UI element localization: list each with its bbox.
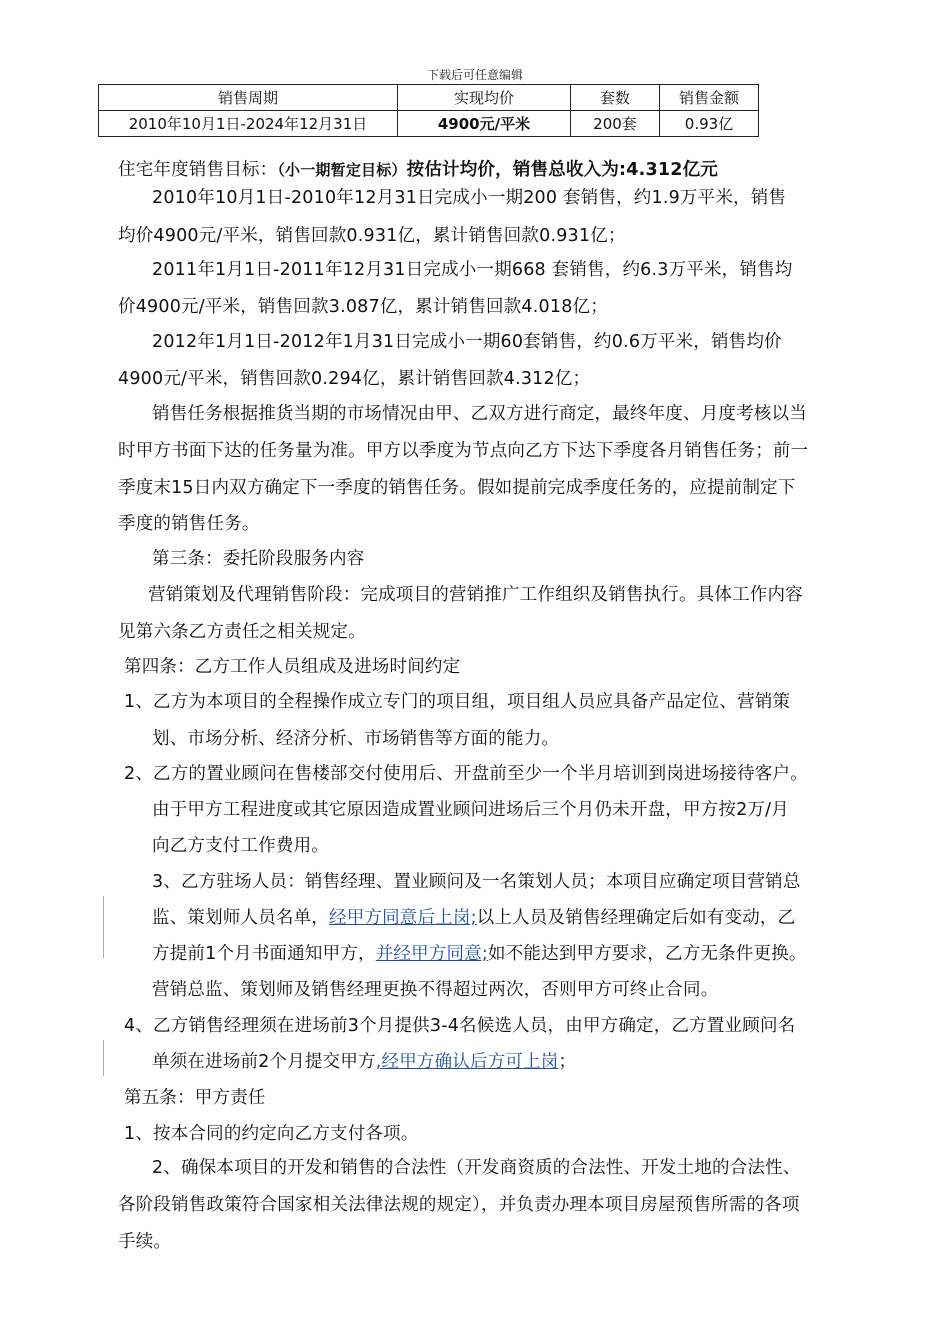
header-note: 下载后可任意编辑 bbox=[426, 68, 523, 82]
list-item-continued bbox=[152, 942, 807, 966]
text-segment: 方提前1个月书面通知甲方， bbox=[152, 944, 376, 964]
header-cell-amount: 销售金额 bbox=[660, 85, 759, 111]
header-cell-units: 套数 bbox=[571, 85, 660, 111]
list-item: 4、乙方销售经理须在进场前3个月提供3-4名候选人员，由甲方确定，乙方置业顾问名 bbox=[124, 1016, 796, 1036]
text-segment: 监、策划师人员名单， bbox=[152, 908, 329, 928]
paragraph-line: 见第六条乙方责任之相关规定。 bbox=[118, 622, 366, 642]
confirmation-link[interactable]: ,经甲方确认后方可上岗 bbox=[375, 1052, 559, 1072]
list-item-continued bbox=[152, 906, 795, 930]
paragraph-line: 季度的销售任务。 bbox=[118, 514, 260, 534]
list-item-continued bbox=[152, 1050, 576, 1074]
paragraph-line: 价4900元/平米，销售回款3.087亿，累计销售回款4.018亿； bbox=[118, 297, 608, 317]
article-5-title: 第五条：甲方责任 bbox=[124, 1088, 266, 1108]
text-segment: 如不能达到甲方要求，乙方无条件更换。 bbox=[488, 944, 807, 964]
text-segment: ； bbox=[558, 1052, 577, 1072]
cell-amount: 0.93亿 bbox=[660, 111, 759, 137]
paragraph-line: 2012年1月1日-2012年1月31日完成小一期60套销售，约0.6万平米，销售均价 bbox=[152, 332, 782, 352]
list-item-continued: 划、市场分析、经济分析、市场销售等方面的能力。 bbox=[152, 729, 560, 749]
list-item: 3、乙方驻场人员：销售经理、置业顾问及一名策划人员；本项目应确定项目营销总 bbox=[152, 872, 801, 892]
sales-target-note: （小一期暂定目标） bbox=[277, 161, 407, 179]
approval-link[interactable]: 经甲方同意后上岗; bbox=[329, 908, 477, 928]
paragraph-line: 均价4900元/平米，销售回款0.931亿，累计销售回款0.931亿； bbox=[118, 226, 626, 246]
article-4-title: 第四条：乙方工作人员组成及进场时间约定 bbox=[124, 657, 461, 677]
paragraph-line: 销售任务根据推货当期的市场情况由甲、乙双方进行商定，最终年度、月度考核以当 bbox=[152, 404, 807, 424]
table-header-row bbox=[99, 85, 759, 111]
paragraph-line: 营销策划及代理销售阶段：完成项目的营销推广工作组织及销售执行。具体工作内容 bbox=[148, 585, 803, 605]
paragraph-line: 2011年1月1日-2011年12月31日完成小一期668 套销售，约6.3万平米，销售均 bbox=[152, 260, 793, 280]
list-item: 2、乙方的置业顾问在售楼部交付使用后、开盘前至少一个半月培训到岗进场接待客户。 bbox=[124, 764, 808, 784]
revision-bar bbox=[103, 896, 104, 958]
header-cell-period: 销售周期 bbox=[99, 85, 398, 111]
text-segment: 单须在进场前2个月提交甲方 bbox=[152, 1052, 376, 1072]
table-row bbox=[99, 111, 759, 137]
sales-target-total: 按估计均价，销售总收入为:4.312亿元 bbox=[406, 160, 718, 180]
sales-target-prefix: 住宅年度销售目标： bbox=[118, 160, 278, 180]
list-item-continued: 向乙方支付工作费用。 bbox=[152, 836, 329, 856]
list-item: 2、确保本项目的开发和销售的合法性（开发商资质的合法性、开发土地的合法性、 bbox=[152, 1158, 801, 1178]
paragraph-line: 季度末15日内双方确定下一季度的销售任务。假如提前完成季度任务的，应提前制定下 bbox=[118, 478, 796, 498]
list-item: 1、按本合同的约定向乙方支付各项。 bbox=[124, 1124, 419, 1144]
list-item-continued: 营销总监、策划师及销售经理更换不得超过两次，否则甲方可终止合同。 bbox=[152, 980, 719, 1000]
sales-target-line bbox=[118, 158, 718, 182]
sales-table bbox=[98, 84, 759, 137]
paragraph-line: 4900元/平米，销售回款0.294亿，累计销售回款4.312亿； bbox=[118, 369, 591, 389]
cell-period: 2010年10月1日-2024年12月31日 bbox=[99, 111, 398, 137]
paragraph-line: 时甲方书面下达的任务量为准。甲方以季度为节点向乙方下达下季度各月销售任务；前一 bbox=[118, 441, 809, 461]
paragraph-line: 2010年10月1日-2010年12月31日完成小一期200 套销售，约1.9万平米，销售 bbox=[152, 188, 787, 208]
header-cell-price: 实现均价 bbox=[398, 85, 571, 111]
revision-bar bbox=[103, 1040, 104, 1076]
cell-price: 4900元/平米 bbox=[398, 111, 571, 137]
text-segment: 以上人员及销售经理确定后如有变动，乙 bbox=[476, 908, 796, 928]
list-item: 1、乙方为本项目的全程操作成立专门的项目组，项目组人员应具备产品定位、营销策 bbox=[124, 692, 791, 712]
list-item-continued: 由于甲方工程进度或其它原因造成置业顾问进场后三个月仍未开盘，甲方按2万/月 bbox=[152, 800, 789, 820]
list-item-continued: 手续。 bbox=[118, 1232, 172, 1252]
consent-link[interactable]: 并经甲方同意; bbox=[375, 944, 489, 964]
cell-units: 200套 bbox=[571, 111, 660, 137]
list-item-continued: 各阶段销售政策符合国家相关法律法规的规定），并负责办理本项目房屋预售所需的各项 bbox=[118, 1195, 800, 1215]
article-3-title: 第三条：委托阶段服务内容 bbox=[152, 549, 365, 569]
